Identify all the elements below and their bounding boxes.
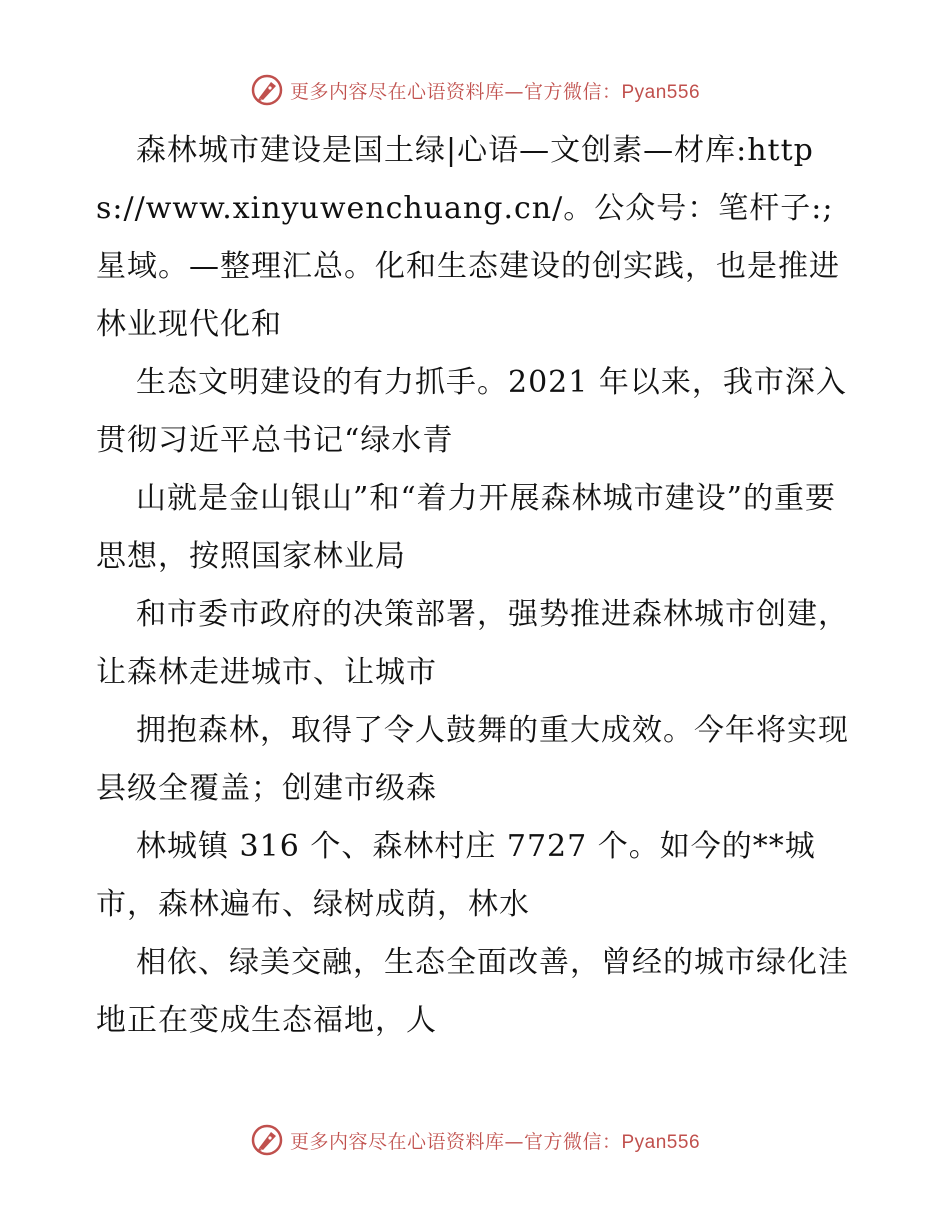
banner-dash: — (504, 80, 524, 103)
banner-wechat-id: Pyan556 (621, 81, 701, 103)
banner-text (290, 77, 700, 104)
banner-prefix: 更多内容尽在心语资料库 (289, 1130, 505, 1153)
banner-wechat-label: 官方微信： (523, 80, 622, 103)
document-body (96, 122, 856, 1050)
paragraph-1: 森林城市建设是国土绿|心语—文创素—材库:https://www.xinyuwenchuang.cn/。公众号：笔杆子:;星域。—整理汇总。化和生态建设的创实践，也是推进林业现代化和 (96, 133, 840, 342)
paragraph-2: 生态文明建设的有力抓手。2021 年以来，我市深入贯彻习近平总书记“绿水青 (96, 365, 847, 458)
paragraph-5: 拥抱森林，取得了令人鼓舞的重大成效。今年将实现县级全覆盖；创建市级森 (96, 713, 849, 806)
paragraph-4: 和市委市政府的决策部署，强势推进森林城市创建，让森林走进城市、让城市 (96, 597, 849, 690)
pen-nib-logo-icon (250, 73, 284, 107)
banner-wechat-id: Pyan556 (621, 1131, 701, 1153)
banner-prefix: 更多内容尽在心语资料库 (289, 80, 505, 103)
pen-nib-logo-icon (250, 1123, 284, 1157)
banner-wechat-label: 官方微信： (523, 1130, 622, 1153)
banner-text (290, 1127, 700, 1154)
paragraph-3: 山就是金山银山”和“着力开展森林城市建设”的重要思想，按照国家林业局 (96, 481, 837, 574)
footer-banner (0, 1120, 950, 1160)
banner-dash: — (504, 1130, 524, 1153)
paragraph-6: 林城镇 316 个、森林村庄 7727 个。如今的**城市，森林遍布、绿树成荫，林水 (96, 829, 816, 922)
paragraph-7: 相依、绿美交融，生态全面改善，曾经的城市绿化洼地正在变成生态福地，人 (96, 945, 849, 1038)
header-banner (0, 70, 950, 110)
